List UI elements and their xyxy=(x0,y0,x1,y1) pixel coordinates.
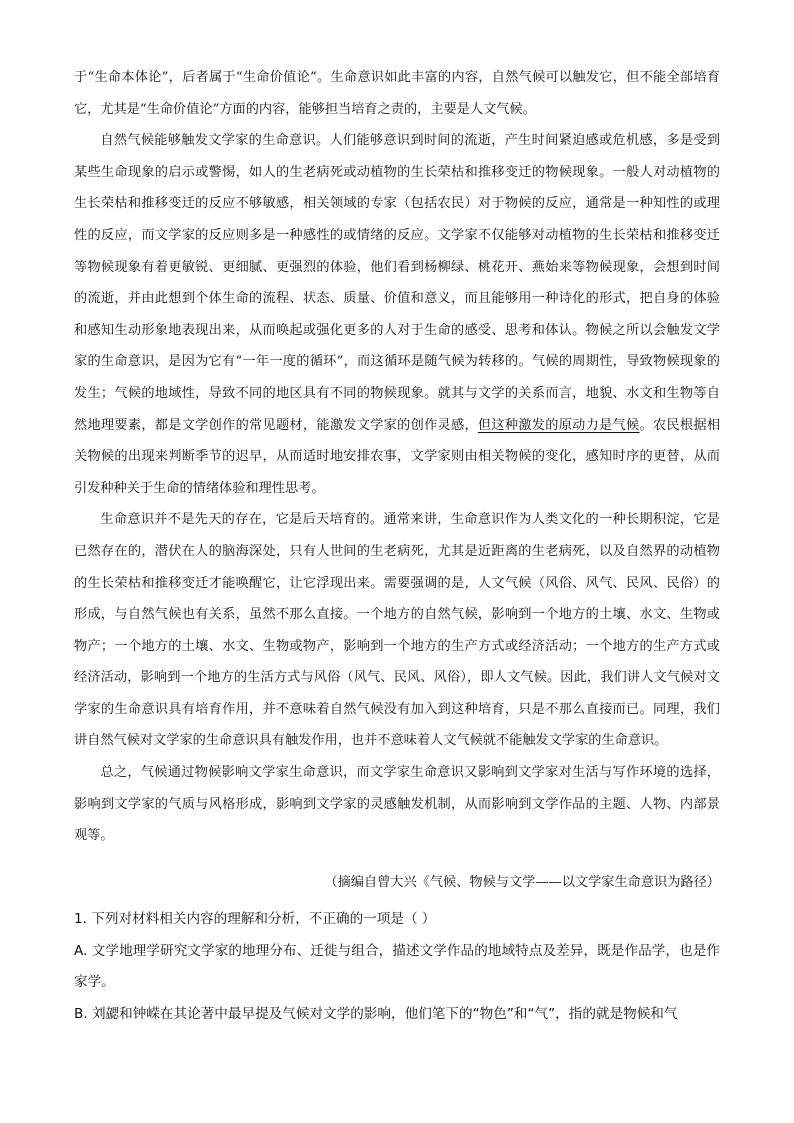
question-section xyxy=(74,904,720,1030)
paragraph-conclusion: 总之，气候通过物候影响文学家生命意识，而文学家生命意识又影响到文学家对生活与写作环境的选择，影响到文学家的气质与风格形成，影响到文学家的灵感触发机制，从而影响到文学作品的主题、人物、内部景观等。 xyxy=(74,765,720,844)
paragraph-continuation: 于“生命本体论”，后者属于“生命价值论”。生命意识如此丰富的内容，自然气候可以触发它，但不能全部培育它，尤其是“生命价值论”方面的内容，能够担当培育之责的，主要是人文气候。 xyxy=(74,70,720,117)
paragraph-life-consciousness: 生命意识并不是先天的存在，它是后天培育的。通常来讲，生命意识作为人类文化的一种长期积淀，它是已然存在的，潜伏在人的脑海深处，只有人世间的生老病死，尤其是近距离的生老病死，以及自然界的动植物的生长荣枯和推移变迁才能唤醒它，让它浮现出来。需要强调的是，人文气候（风俗、风气、民风、民俗）的形成，与自然气候也有关系，虽然不那么直接。一个地方的自然气候，影响到一个地方的土壤、水文、生物或物产；一个地方的土壤、水文、生物或物产，影响到一个地方的生产方式或经济活动；一个地方的生产方式或经济活动，影响到一个地方的生活方式与风俗（风气、民风、风俗），即人文气候。因此，我们讲人文气候对文学家的生命意识具有培育作用，并不意味着自然气候没有加入到这种培育，只是不那么直接而已。同理，我们讲自然气候对文学家的生命意识具有触发作用，也并不意味着人文气候就不能触发文学家的生命意识。 xyxy=(74,512,720,749)
question-stem: 1. 下列对材料相关内容的理解和分析，不正确的一项是（ ） xyxy=(74,911,436,927)
paragraph-natural-climate xyxy=(74,125,720,504)
option-a: A. 文学地理学研究文学家的地理分布、迁徙与组合，描述文学作品的地域特点及差异，既是作品学，也是作家学。 xyxy=(74,942,720,991)
option-b: B. 刘勰和钟嵘在其论著中最早提及气候对文学的影响，他们笔下的“物色”和“气”，指的就是物候和气 xyxy=(74,1005,678,1022)
paragraph-text: 自然气候能够触发文学家的生命意识。人们能够意识到时间的流逝，产生时间紧迫感或危机感，多是受到某些生命现象的启示或警惕，如人的生老病死或动植物的生长荣枯和推移变迁的物候现象。一般人对动植物的生长荣枯和推移变迁的反应不够敏感，相关领域的专家（包括农民）对于物候的反应，通常是一种知性的或理性的反应，而文学家的反应则多是一种感性的或情绪的反应。文学家不仅能够对动植物的生长荣枯和推移变迁等物候现象有着更敏锐、更细腻、更强烈的体验，他们看到杨柳绿、桃花开、燕始来等物候现象，会想到时间的流逝，并由此想到个体生命的流程、状态、质量、价值和意义，而且能够用一种诗化的形式，把自身的体验和感知生动形象地表现出来，从而唤起或强化更多的人对于生命的感受、思考和体认。物候之所以会触发文学家的生命意识，是因为它有“一年一度的循环”，而这循环是随气候为转移的。气候的周期性，导致物候现象的发生；气候的地域性，导致不同的地区具有不同的物候现象。就其与文学的关系而言，地貌、水文和生物等自然地理要素，都是文学创作的常见题材，能激发文学家的创作灵感， xyxy=(74,133,720,433)
reading-passage xyxy=(74,62,720,852)
source-citation: （摘编自曾大兴《气候、物候与文学——以文学家生命意识为路径） xyxy=(324,875,720,890)
paragraph-text: 。农民根据相关物候的出现来判断季节的迟早，从而适时地安排农事，文学家则由相关物候的变化，感知时序的更替，从而引发种种关于生命的情绪体验和理性思考。 xyxy=(74,417,721,496)
underlined-sentence: 但这种激发的原动力是气候 xyxy=(477,417,640,433)
